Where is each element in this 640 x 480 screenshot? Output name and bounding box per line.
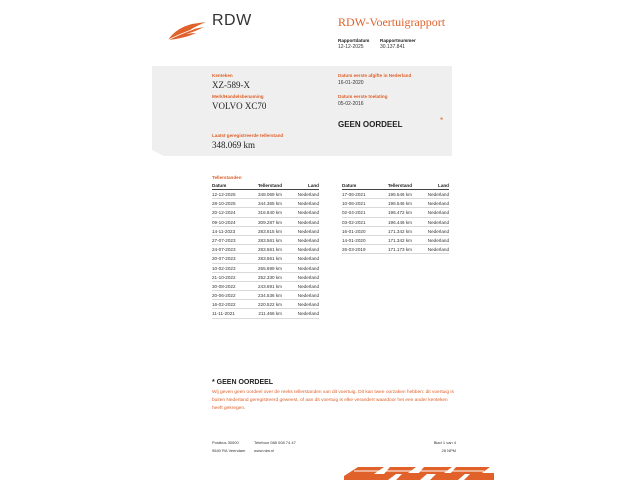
row-date: 14-11-2023: [212, 228, 236, 234]
odometer-table-right: [342, 182, 449, 254]
row-country: Nederland: [297, 311, 319, 317]
row-date: 28-10-2025: [212, 201, 236, 207]
first-admission-value: 16-01-2020: [338, 80, 364, 86]
column-date: Datum: [342, 183, 357, 188]
verdict-marker: *: [440, 116, 444, 125]
row-reading: 309.287 km: [257, 219, 282, 225]
row-country: Nederland: [427, 228, 449, 234]
row-country: Nederland: [297, 247, 319, 253]
table-row: [212, 227, 319, 236]
report-number-label: Rapportnummer: [380, 38, 416, 43]
row-reading: 234.536 km: [257, 293, 282, 299]
table-row: [212, 236, 319, 245]
table-row: [212, 208, 319, 217]
table-row: [212, 273, 319, 282]
row-reading: 171.342 km: [387, 237, 412, 243]
row-country: Nederland: [297, 237, 319, 243]
footer-city: 9640 RA Veendam: [212, 448, 246, 453]
row-date: 02-04-2021: [342, 210, 366, 216]
logo-text: RDW: [212, 12, 252, 29]
first-admission-label: Datum eerste afgifte in Nederland: [338, 73, 412, 78]
row-country: Nederland: [427, 201, 449, 207]
table-row: [342, 227, 449, 236]
report-date-label: Rapportdatum: [338, 38, 370, 43]
row-date: 27-07-2023: [212, 237, 236, 243]
row-date: 20-07-2023: [212, 256, 236, 262]
table-row: [342, 208, 449, 217]
column-country: Land: [308, 183, 319, 188]
column-date: Datum: [212, 183, 227, 188]
report-title: RDW-Voertuigrapport: [338, 15, 446, 29]
row-date: 24-07-2023: [212, 247, 236, 253]
odometer-table-left: [212, 182, 319, 319]
table-row: [342, 199, 449, 208]
column-country: Land: [438, 183, 449, 188]
row-reading: 196.446 km: [387, 219, 412, 225]
table-header: [212, 182, 319, 190]
row-date: 12-12-2025: [212, 192, 236, 197]
row-country: Nederland: [427, 237, 449, 243]
row-country: Nederland: [297, 219, 319, 225]
row-reading: 252.330 km: [257, 274, 282, 280]
row-date: 30-08-2022: [212, 283, 236, 289]
first-registration-value: 05-02-2016: [338, 101, 364, 107]
row-reading: 283.561 km: [257, 247, 282, 253]
plate-value: XZ-589-X: [212, 80, 250, 90]
footer-phone: Telefoon 088 008 74 47: [254, 440, 296, 445]
last-odometer-label: Laatst geregistreerde tellerstand: [212, 133, 284, 138]
model-value: VOLVO XC70: [212, 101, 267, 111]
row-date: 21-10-2022: [212, 274, 236, 280]
row-reading: 171.173 km: [387, 247, 412, 253]
row-reading: 171.342 km: [387, 228, 412, 234]
table-row: [212, 282, 319, 291]
vehicle-summary-panel: [152, 66, 452, 156]
row-date: 17-06-2021: [342, 192, 366, 197]
row-date: 20-12-2024: [212, 210, 236, 216]
table-row: [212, 264, 319, 273]
row-date: 10-02-2023: [212, 265, 236, 271]
footer-code: 28 NPM: [441, 448, 456, 453]
rdw-logo-icon: [166, 20, 208, 42]
row-country: Nederland: [427, 219, 449, 225]
rdw-stripe-graphic-icon: [344, 462, 494, 480]
verdict-text: GEEN OORDEEL: [338, 120, 403, 129]
table-row: [212, 190, 319, 199]
table-row: [212, 254, 319, 263]
table-row: [212, 199, 319, 208]
row-reading: 196.546 km: [387, 201, 412, 207]
table-row: [342, 218, 449, 227]
table-row: [342, 236, 449, 245]
table-row: [212, 218, 319, 227]
row-date: 20-06-2022: [212, 293, 236, 299]
row-reading: 243.691 km: [257, 283, 282, 289]
first-registration-label: Datum eerste toelating: [338, 94, 388, 99]
footer-page: Blad 1 van 4: [433, 440, 456, 445]
column-reading: Tellerstand: [257, 183, 282, 188]
table-row: [342, 245, 449, 254]
row-date: 26-03-2019: [342, 247, 366, 253]
row-date: 03-02-2021: [342, 219, 366, 225]
row-reading: 220.522 km: [257, 302, 282, 308]
row-reading: 283.561 km: [257, 256, 282, 262]
table-row: [342, 190, 449, 199]
row-reading: 283.561 km: [257, 237, 282, 243]
row-country: Nederland: [297, 201, 319, 207]
row-country: Nederland: [427, 247, 449, 253]
row-country: Nederland: [297, 192, 319, 197]
plate-label: Kenteken: [212, 73, 233, 78]
row-date: 14-01-2020: [342, 237, 366, 243]
row-country: Nederland: [297, 228, 319, 234]
table-row: [212, 291, 319, 300]
table-row: [212, 245, 319, 254]
row-reading: 211.466 km: [258, 311, 282, 317]
row-country: Nederland: [297, 274, 319, 280]
row-date: 16-02-2022: [212, 302, 236, 308]
row-date: 16-01-2020: [342, 228, 366, 234]
row-reading: 196.546 km: [387, 192, 412, 197]
row-date: 10-06-2021: [342, 201, 366, 207]
row-reading: 344.365 km: [257, 201, 282, 207]
last-odometer-value: 348.069 km: [212, 140, 256, 150]
footer-website: www.rdw.nl: [254, 448, 275, 453]
row-country: Nederland: [427, 210, 449, 216]
odometer-section-title: Tellerstanden: [212, 175, 242, 180]
row-country: Nederland: [297, 283, 319, 289]
footer-postbus: Postbus 30000: [212, 440, 239, 445]
row-country: Nederland: [297, 302, 319, 308]
row-reading: 265.699 km: [257, 265, 282, 271]
table-row: [212, 300, 319, 309]
model-label: Merk/Handelsbenaming: [212, 94, 264, 99]
report-date: 12-12-2025: [338, 44, 364, 50]
row-country: Nederland: [297, 210, 319, 216]
report-number: 30.137.841: [380, 44, 406, 50]
row-date: 09-10-2024: [212, 219, 236, 225]
row-reading: 348.069 km: [257, 192, 282, 197]
note-text: Wij geven geen oordeel over de reeks tellerstanden van dit voertuig. Dit kan twee oorzaken hebben: dit voertuig is buiten Nederland geregistreerd geweest, of aan dit voertuig is elke verandert waardoor het een ander kenteken heeft gekregen.: [212, 390, 454, 411]
column-reading: Tellerstand: [387, 183, 412, 188]
row-country: Nederland: [427, 192, 449, 197]
table-header: [342, 182, 449, 190]
row-reading: 196.472 km: [387, 210, 412, 216]
note-title: * GEEN OORDEEL: [212, 379, 274, 386]
table-row: [212, 309, 319, 318]
row-reading: 283.615 km: [257, 228, 282, 234]
row-country: Nederland: [297, 256, 319, 262]
row-reading: 316.840 km: [257, 210, 282, 216]
row-country: Nederland: [297, 293, 319, 299]
row-date: 11-11-2021: [212, 311, 235, 317]
row-country: Nederland: [297, 265, 319, 271]
panel-fold-decoration: [152, 150, 172, 160]
